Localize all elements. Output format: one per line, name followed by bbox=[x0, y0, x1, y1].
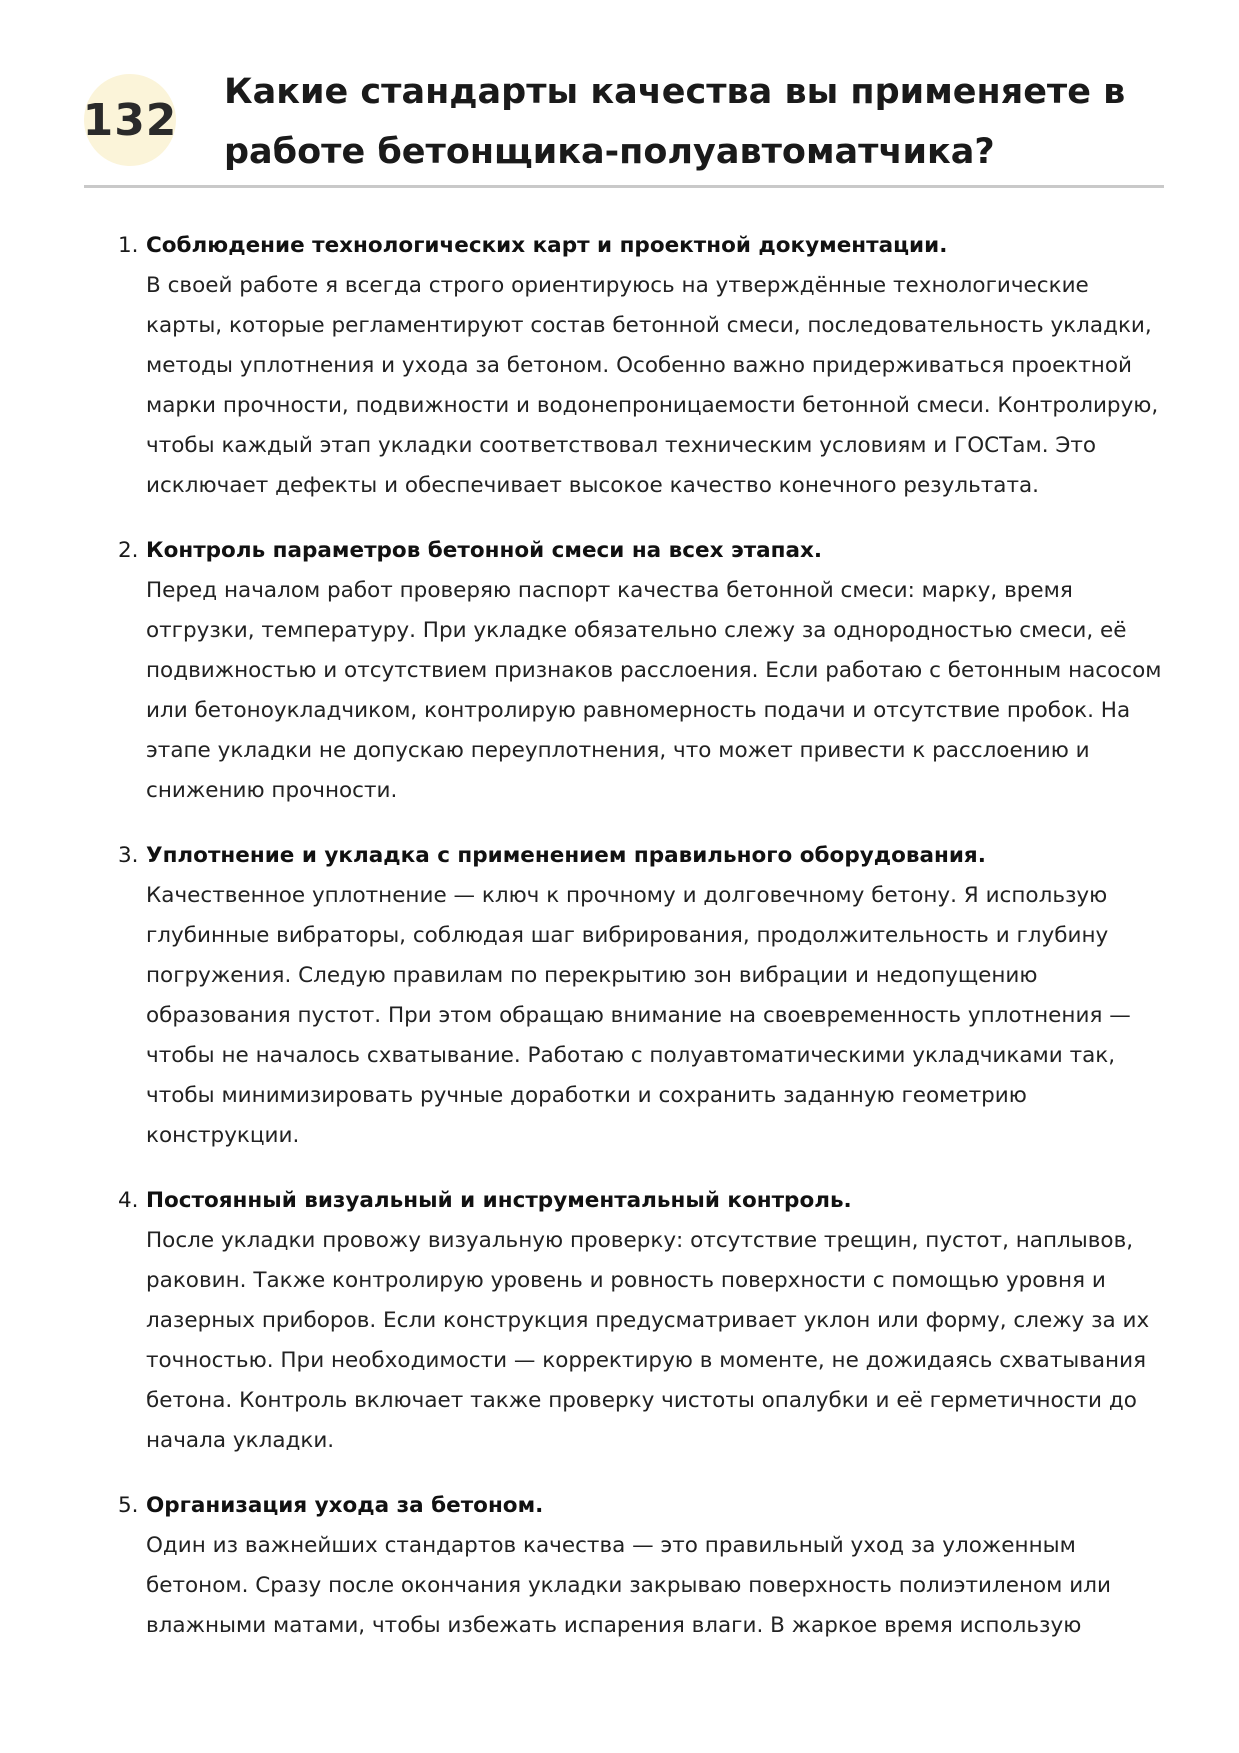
item-text: Один из важнейших стандартов качества — это правильный уход за уложенным бетоном. Сразу после окончания укладки закрываю поверхность полиэтиленом или влажными матами, чтобы избежать испарения влаги. В жаркое время использую bbox=[146, 1533, 1111, 1638]
item-number: 4. bbox=[118, 1188, 139, 1213]
item-heading: Уплотнение и укладка с применением правильного оборудования. bbox=[146, 843, 986, 868]
item-number: 5. bbox=[118, 1493, 139, 1518]
list-item bbox=[114, 836, 1164, 1156]
item-heading: Постоянный визуальный и инструментальный контроль. bbox=[146, 1188, 852, 1213]
item-heading: Контроль параметров бетонной смеси на всех этапах. bbox=[146, 538, 823, 563]
standards-list bbox=[114, 226, 1164, 1646]
item-text: Перед началом работ проверяю паспорт качества бетонной смеси: марку, время отгрузки, температуру. При укладке обязательно слежу за однородностью смеси, её подвижностью и отсутствием признаков расслоения. Если работаю с бетонным насосом или бетоноукладчиком, контролирую равномерность подачи и отсутствие пробок. На этапе укладки не допускаю переуплотнения, что может привести к расслоению и снижению прочности. bbox=[146, 578, 1162, 803]
page-header bbox=[84, 58, 1164, 188]
item-text: Качественное уплотнение — ключ к прочному и долговечному бетону. Я использую глубинные вибраторы, соблюдая шаг вибрирования, продолжительность и глубину погружения. Следую правилам по перекрытию зон вибрации и недопущению образования пустот. При этом обращаю внимание на своевременность уплотнения — чтобы не началось схватывание. Работаю с полуавтоматическими укладчиками так, чтобы минимизировать ручные доработки и сохранить заданную геометрию конструкции. bbox=[146, 883, 1131, 1148]
item-text: В своей работе я всегда строго ориентируюсь на утверждённые технологические карты, которые регламентируют состав бетонной смеси, последовательность укладки, методы уплотнения и ухода за бетоном. Особенно важно придерживаться проектной марки прочности, подвижности и водонепроницаемости бетонной смеси. Контролирую, чтобы каждый этап укладки соответствовал техническим условиям и ГОСТам. Это исключает дефекты и обеспечивает высокое качество конечного результата. bbox=[146, 273, 1159, 498]
page-title: Какие стандарты качества вы применяете в работе бетонщика-полуавтоматчика? bbox=[224, 72, 1126, 172]
list-item bbox=[114, 531, 1164, 811]
item-heading: Организация ухода за бетоном. bbox=[146, 1493, 544, 1518]
item-heading: Соблюдение технологических карт и проектной документации. bbox=[146, 233, 948, 258]
list-item bbox=[114, 1486, 1164, 1646]
item-number: 1. bbox=[118, 233, 139, 258]
list-item bbox=[114, 1181, 1164, 1461]
item-number: 2. bbox=[118, 538, 139, 563]
answer-content bbox=[114, 226, 1164, 1671]
question-number-badge: 132 bbox=[84, 74, 176, 166]
item-text: После укладки провожу визуальную проверку: отсутствие трещин, пустот, наплывов, раковин. Также контролирую уровень и ровность поверхности с помощью уровня и лазерных приборов. Если конструкция предусматривает уклон или форму, слежу за их точностью. При необходимости — корректирую в моменте, не дожидаясь схватывания бетона. Контроль включает также проверку чистоты опалубки и её герметичности до начала укладки. bbox=[146, 1228, 1150, 1453]
item-number: 3. bbox=[118, 843, 139, 868]
list-item bbox=[114, 226, 1164, 506]
